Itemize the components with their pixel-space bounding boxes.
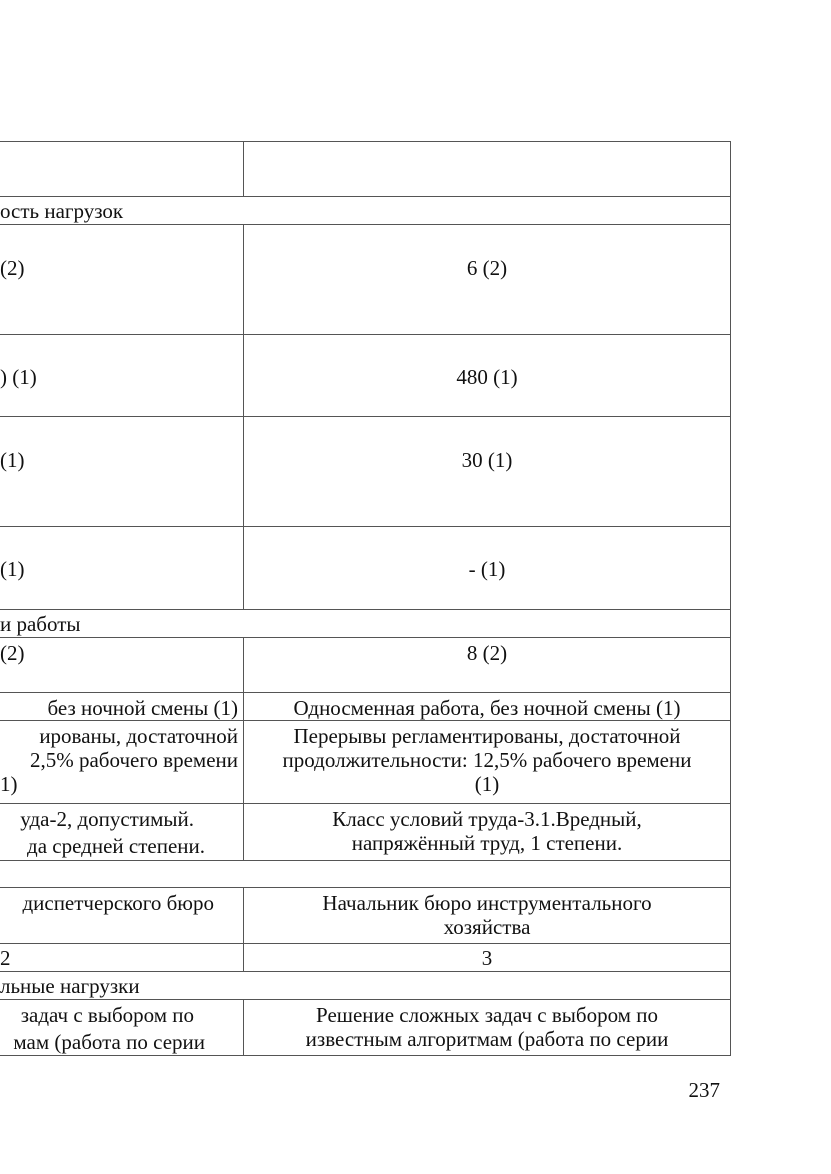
cell-line: продолжительности: 12,5% рабочего времени bbox=[282, 748, 692, 772]
table-rule bbox=[0, 720, 731, 721]
table-cell-left bbox=[0, 696, 238, 720]
cell-line: задач с выбором по bbox=[20, 1003, 194, 1027]
table-cell-left bbox=[0, 365, 243, 389]
table-rule bbox=[0, 196, 731, 197]
cell-text: 30 (1) bbox=[461, 448, 513, 472]
table-cell-right bbox=[244, 946, 730, 970]
table-rule bbox=[0, 803, 731, 804]
table-cell-right bbox=[244, 1003, 730, 1051]
table-cell-left bbox=[0, 807, 194, 831]
cell-line: диспетчерского бюро bbox=[22, 891, 214, 915]
table-cell-left bbox=[0, 946, 243, 970]
table-rule bbox=[0, 971, 731, 972]
table-rule bbox=[0, 860, 731, 861]
cell-line: известным алгоритмам (работа по серии bbox=[305, 1027, 669, 1051]
table-header-cell bbox=[0, 142, 243, 196]
table-cell-left bbox=[0, 1030, 205, 1054]
cell-text: Односменная работа, без ночной смены (1) bbox=[293, 696, 681, 720]
table-cell-left bbox=[0, 256, 243, 280]
table-rule bbox=[0, 692, 731, 693]
table-cell-right bbox=[244, 891, 730, 939]
table-cell-left-tail bbox=[0, 772, 60, 796]
table-cell-left bbox=[0, 448, 243, 472]
table-header-cell bbox=[244, 142, 730, 196]
cell-line: напряжённый труд, 1 степени. bbox=[351, 831, 623, 855]
cell-line: Начальник бюро инструментального bbox=[322, 891, 652, 915]
cell-line: 1) bbox=[0, 772, 18, 796]
cell-line: 2,5% рабочего времени bbox=[29, 748, 238, 772]
table-rule bbox=[0, 999, 731, 1000]
table-rule bbox=[0, 1055, 731, 1056]
table-rule bbox=[0, 416, 731, 417]
cell-text: 8 (2) bbox=[466, 641, 508, 665]
cell-line: (1) bbox=[474, 772, 500, 796]
table-rule bbox=[0, 943, 731, 944]
table-cell-left bbox=[0, 641, 243, 665]
table-cell-right bbox=[244, 448, 730, 472]
table-rule bbox=[0, 609, 731, 610]
cell-line: хозяйства bbox=[443, 915, 531, 939]
cell-line: ированы, достаточной bbox=[39, 724, 238, 748]
table-rule bbox=[0, 526, 731, 527]
cell-text: (1) bbox=[0, 557, 25, 581]
cell-text: 480 (1) bbox=[456, 365, 518, 389]
table-cell-right bbox=[244, 641, 730, 665]
section-heading bbox=[0, 612, 730, 636]
cell-text: (2) bbox=[0, 641, 25, 665]
section-heading-text: ость нагрузок bbox=[0, 199, 124, 223]
table-rule bbox=[243, 224, 244, 609]
table-rule bbox=[0, 637, 731, 638]
page-number: 237 bbox=[688, 1078, 720, 1102]
cell-text: без ночной смены (1) bbox=[47, 696, 238, 720]
cell-text: 2 bbox=[0, 946, 11, 970]
cell-text: (1) bbox=[0, 448, 25, 472]
table-cell-right bbox=[244, 696, 730, 720]
cell-line: Класс условий труда-3.1.Вредный, bbox=[332, 807, 642, 831]
table-cell-right bbox=[244, 724, 730, 796]
cell-text: - (1) bbox=[468, 557, 506, 581]
cell-text: (2) bbox=[0, 256, 25, 280]
table-cell-right bbox=[244, 256, 730, 280]
section-heading-text: и работы bbox=[0, 612, 81, 636]
table-rule bbox=[0, 887, 731, 888]
cell-text: 3 bbox=[481, 946, 493, 970]
blank-row bbox=[0, 862, 730, 886]
table-rule bbox=[0, 224, 731, 225]
cell-line: мам (работа по серии bbox=[13, 1030, 205, 1054]
section-heading-text: льные нагрузки bbox=[0, 974, 140, 998]
section-heading bbox=[0, 199, 730, 223]
table-cell-left bbox=[0, 891, 214, 915]
cell-text: 6 (2) bbox=[466, 256, 508, 280]
table-cell-right bbox=[244, 807, 730, 855]
table-cell-left bbox=[0, 724, 238, 772]
section-heading bbox=[0, 974, 730, 998]
table-cell-right bbox=[244, 365, 730, 389]
table-rule bbox=[730, 141, 731, 1056]
cell-line: Перерывы регламентированы, достаточной bbox=[293, 724, 681, 748]
cell-line: уда-2, допустимый. bbox=[20, 807, 194, 831]
table-cell-left bbox=[0, 557, 243, 581]
table-cell-left bbox=[0, 1003, 194, 1027]
cell-line: Решение сложных задач с выбором по bbox=[316, 1003, 658, 1027]
cell-text: ) (1) bbox=[0, 365, 37, 389]
table-rule bbox=[0, 334, 731, 335]
table-cell-right bbox=[244, 557, 730, 581]
cell-line: да средней степени. bbox=[27, 834, 205, 858]
table-cell-left bbox=[0, 834, 205, 858]
